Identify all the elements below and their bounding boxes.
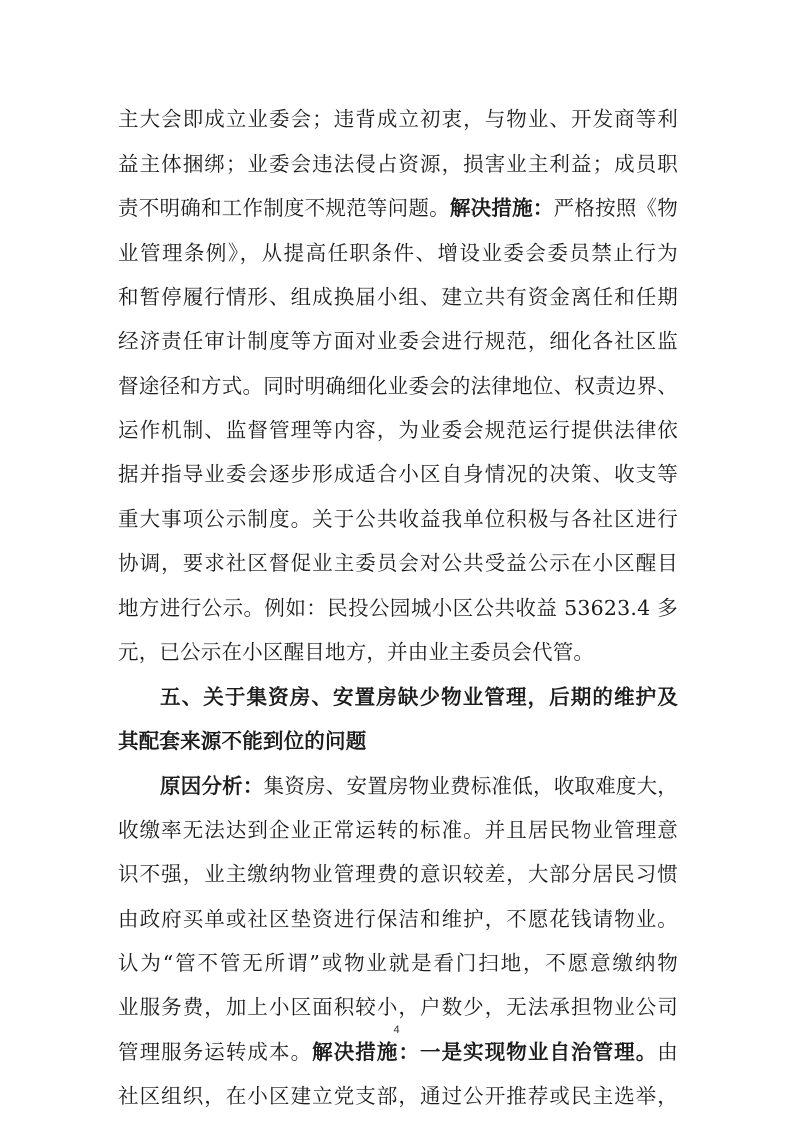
section-heading: 五、关于集资房、安置房缺少物业管理，后期的维护及: [160, 685, 678, 709]
page-number: 4: [393, 1024, 400, 1036]
bold-label: 解决措施：: [449, 196, 554, 220]
text-line: 地方进行公示。例如：民投公园城小区公共收益 53623.4 多: [118, 596, 678, 620]
text-line: 据并指导业委会逐步形成适合小区自身情况的决策、收支等: [118, 462, 678, 486]
text-line: 元，已公示在小区醒目地方，并由业主委员会代管。: [118, 640, 595, 664]
bold-label: 解决措施：一是实现物业自治管理。: [312, 1040, 658, 1064]
text-line: 责不明确和工作制度不规范等问题。解决措施：严格按照《物: [118, 196, 678, 220]
bold-label: 原因分析：: [160, 774, 264, 798]
text-line: 重大事项公示制度。关于公共收益我单位积极与各社区进行: [118, 507, 678, 531]
text-line: 认为“管不管无所谓”或物业就是看门扫地，不愿意缴纳物: [118, 951, 678, 975]
text-line: 运作机制、监督管理等内容，为业委会规范运行提供法律依: [118, 418, 678, 442]
text-line: 协调，要求社区督促业主委员会对公共受益公示在小区醒目: [118, 551, 678, 575]
text-line: 原因分析：集资房、安置房物业费标准低，收取难度大，: [160, 774, 678, 798]
text-line: 经济责任审计制度等方面对业委会进行规范，细化各社区监: [118, 329, 678, 353]
text-line: 社区组织，在小区建立党支部，通过公开推荐或民主选举，: [118, 1084, 678, 1108]
text-line: 由政府买单或社区垫资进行保洁和维护，不愿花钱请物业。: [118, 907, 678, 931]
text-line: 和暂停履行情形、组成换届小组、建立共有资金离任和任期: [118, 285, 678, 309]
text-line: 主大会即成立业委会；违背成立初衷，与物业、开发商等利: [118, 107, 678, 131]
text-line: 督途径和方式。同时明确细化业委会的法律地位、权责边界、: [118, 374, 678, 398]
text-line: 识不强，业主缴纳物业管理费的意识较差，大部分居民习惯: [118, 862, 678, 886]
text-line: 业管理条例》，从提高任职条件、增设业委会委员禁止行为: [118, 241, 678, 265]
text-line: 业服务费，加上小区面积较小，户数少，无法承担物业公司: [118, 995, 678, 1019]
text-line: 益主体捆绑；业委会违法侵占资源，损害业主利益；成员职: [118, 152, 678, 176]
section-heading: 其配套来源不能到位的问题: [118, 729, 367, 753]
text-line: 管理服务运转成本。解决措施：一是实现物业自治管理。由: [118, 1040, 678, 1064]
text-line: 收缴率无法达到企业正常运转的标准。并且居民物业管理意: [118, 818, 678, 842]
